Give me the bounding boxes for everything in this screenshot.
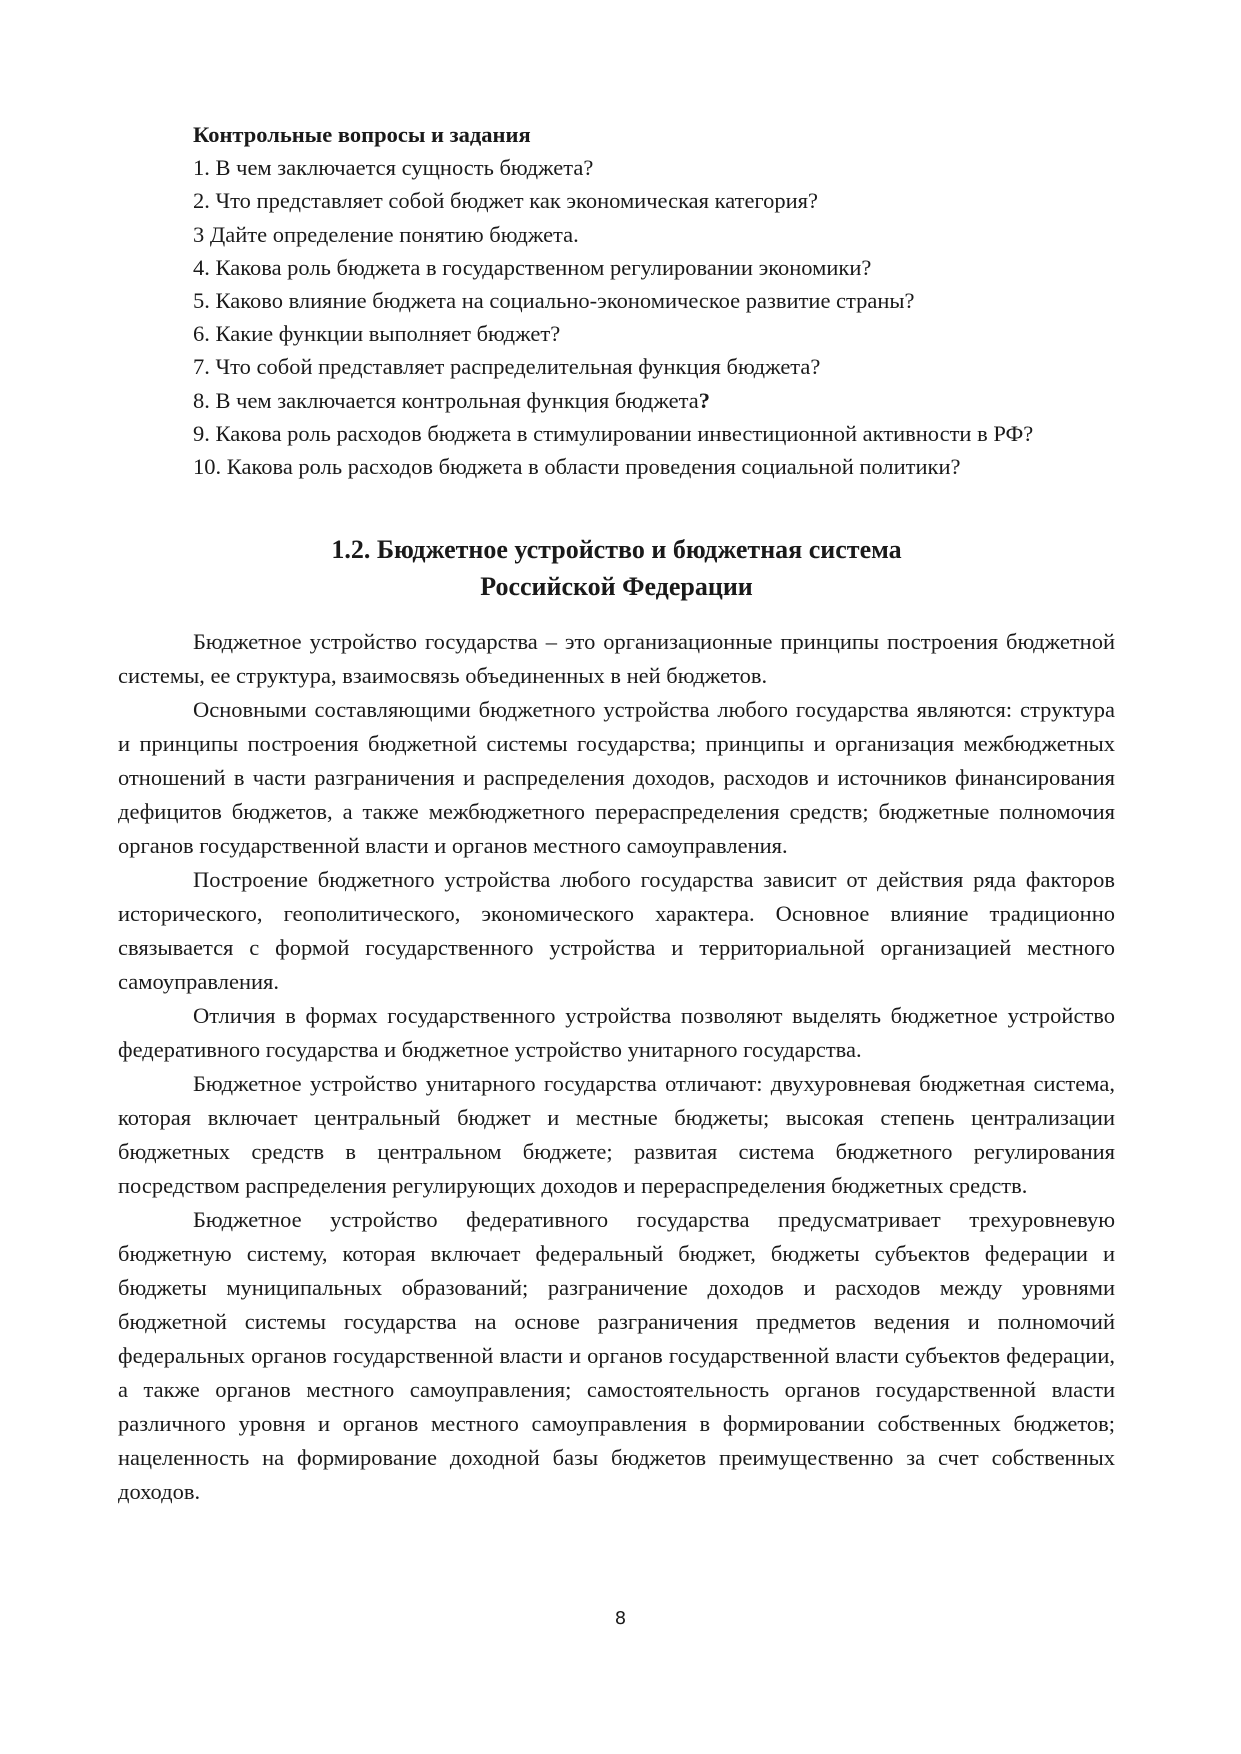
questions-heading: Контрольные вопросы и задания [193, 122, 531, 147]
question-item-text: 8. В чем заключается контрольная функция бюджета [193, 387, 699, 413]
question-item: 1. В чем заключается сущность бюджета? [193, 155, 594, 181]
paragraph: Бюджетное устройство унитарного государства отличают: двухуровневая бюджетная система, которая включает центральный бюджет и местные бюджеты; высокая степень централизации бюджетных средств в центральном бюджете; развитая система бюджетного регулирования посредством распределения регулирующих доходов и перераспределения бюджетных средств. [118, 1071, 1115, 1198]
section-title-line: Российской Федерации [480, 572, 753, 601]
question-item: 4. Какова роль бюджета в государственном регулировании экономики? [193, 254, 872, 280]
question-item: 10. Какова роль расходов бюджета в области проведения социальной политики? [193, 454, 961, 480]
control-questions [193, 118, 1153, 483]
paragraph: Бюджетное устройство федеративного государства предусматривает трехуровневую бюджетную систему, которая включает федеральный бюджет, бюджеты субъектов федерации и бюджеты муниципальных образований; разграничение доходов и расходов между уровнями бюджетной системы государства на основе разграничения предметов ведения и полномочий федеральных органов государственной власти и органов государственной власти субъектов федерации, а также органов местного самоуправления; самостоятельность органов государственной власти различного уровня и органов местного самоуправления в формировании собственных бюджетов; нацеленность на формирование доходной базы бюджетов преимущественно за счет собственных доходов. [118, 1207, 1115, 1504]
section-title-line: 1.2. Бюджетное устройство и бюджетная система [331, 535, 902, 564]
question-item [193, 384, 1153, 417]
question-mark: ? [698, 387, 710, 413]
question-item: 7. Что собой представляет распределительная функция бюджета? [193, 354, 821, 380]
page-number: 8 [614, 1608, 627, 1629]
section-title [118, 531, 1115, 605]
question-item: 3 Дайте определение понятию бюджета. [193, 221, 579, 247]
paragraph: Бюджетное устройство государства – это организационные принципы построения бюджетной системы, ее структура, взаимосвязь объединенных в ней бюджетов. [118, 629, 1115, 688]
paragraph: Основными составляющими бюджетного устройства любого государства являются: структура и принципы построения бюджетной системы государства; принципы и организация межбюджетных отношений в части разграничения и распределения доходов, расходов и источников финансирования дефицитов бюджетов, а также межбюджетного перераспределения средств; бюджетные полномочия органов государственной власти и органов местного самоуправления. [118, 697, 1115, 858]
question-item: 6. Какие функции выполняет бюджет? [193, 321, 561, 347]
question-item: 9. Какова роль расходов бюджета в стимулировании инвестиционной активности в РФ? [193, 420, 1034, 446]
paragraph: Построение бюджетного устройства любого государства зависит от действия ряда факторов исторического, геополитического, экономического характера. Основное влияние традиционно связывается с формой государственного устройства и территориальной организацией местного самоуправления. [118, 867, 1115, 994]
question-item: 5. Каково влияние бюджета на социально-экономическое развитие страны? [193, 288, 915, 314]
question-item: 2. Что представляет собой бюджет как экономическая категория? [193, 188, 818, 214]
paragraph: Отличия в формах государственного устройства позволяют выделять бюджетное устройство федеративного государства и бюджетное устройство унитарного государства. [118, 1003, 1115, 1062]
body-text [118, 625, 1115, 1509]
